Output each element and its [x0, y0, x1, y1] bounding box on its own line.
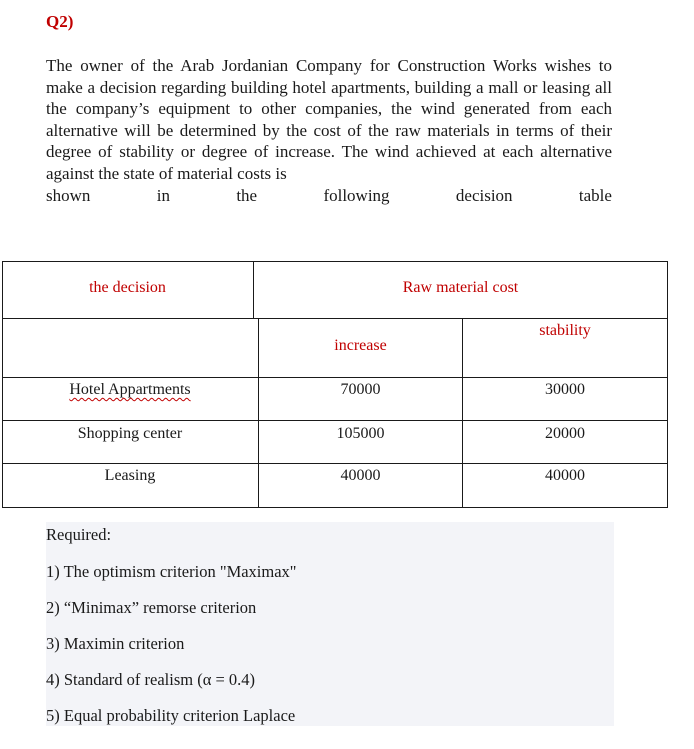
word-decision: decision — [455, 185, 513, 205]
required-item-2: 2) “Minimax” remorse criterion — [46, 598, 257, 617]
row-label-leasing: Leasing — [104, 467, 156, 484]
required-item-3: 3) Maximin criterion — [46, 634, 185, 653]
table-line-row2 — [2, 463, 668, 464]
table-line-subheader — [2, 377, 668, 378]
question-last-line — [46, 185, 612, 207]
header-raw-material-cost: Raw material cost — [402, 279, 519, 296]
row-label-hotel: Hotel Appartments — [69, 381, 191, 398]
required-item-1: 1) The optimism criterion "Maximax" — [46, 562, 297, 581]
row-leasing-increase: 40000 — [340, 467, 381, 484]
header-increase: increase — [334, 337, 387, 354]
header-stability: stability — [539, 322, 591, 339]
table-line-row1 — [2, 420, 668, 421]
required-heading: Required: — [46, 525, 112, 544]
word-in: in — [156, 185, 170, 205]
row-label-shopping: Shopping center — [77, 425, 183, 442]
word-table: table — [578, 185, 612, 205]
row-hotel-increase: 70000 — [340, 381, 381, 398]
question-paragraph — [46, 55, 612, 206]
table-border-bottom — [2, 507, 668, 508]
row-shopping-stability: 20000 — [545, 425, 585, 442]
required-highlight — [46, 522, 614, 726]
header-decision: the decision — [89, 279, 166, 296]
table-border-top — [2, 261, 668, 262]
row-leasing-stability: 40000 — [545, 467, 585, 484]
word-the: the — [236, 185, 258, 205]
row-shopping-increase: 105000 — [336, 425, 385, 442]
table-line-header — [2, 318, 668, 319]
question-text: The owner of the Arab Jordanian Company for Construction Works wishes to make a decision regarding building hotel apartments, building a mall or leasing all the company’s equipment to other companies, the wind generated from each alternative will be determined by the cost of the raw materials in terms of their degree of stability or degree of increase. The wind achieved at each alternative against the state of material costs is — [46, 56, 612, 183]
row-hotel-stability: 30000 — [545, 381, 585, 398]
table-border-right — [667, 261, 668, 508]
required-item-5: 5) Equal probability criterion Laplace — [46, 706, 296, 725]
required-item-4: 4) Standard of realism (α = 0.4) — [46, 670, 256, 689]
question-number: Q2) — [46, 12, 74, 31]
word-shown: shown — [46, 185, 91, 205]
word-following: following — [323, 185, 390, 205]
